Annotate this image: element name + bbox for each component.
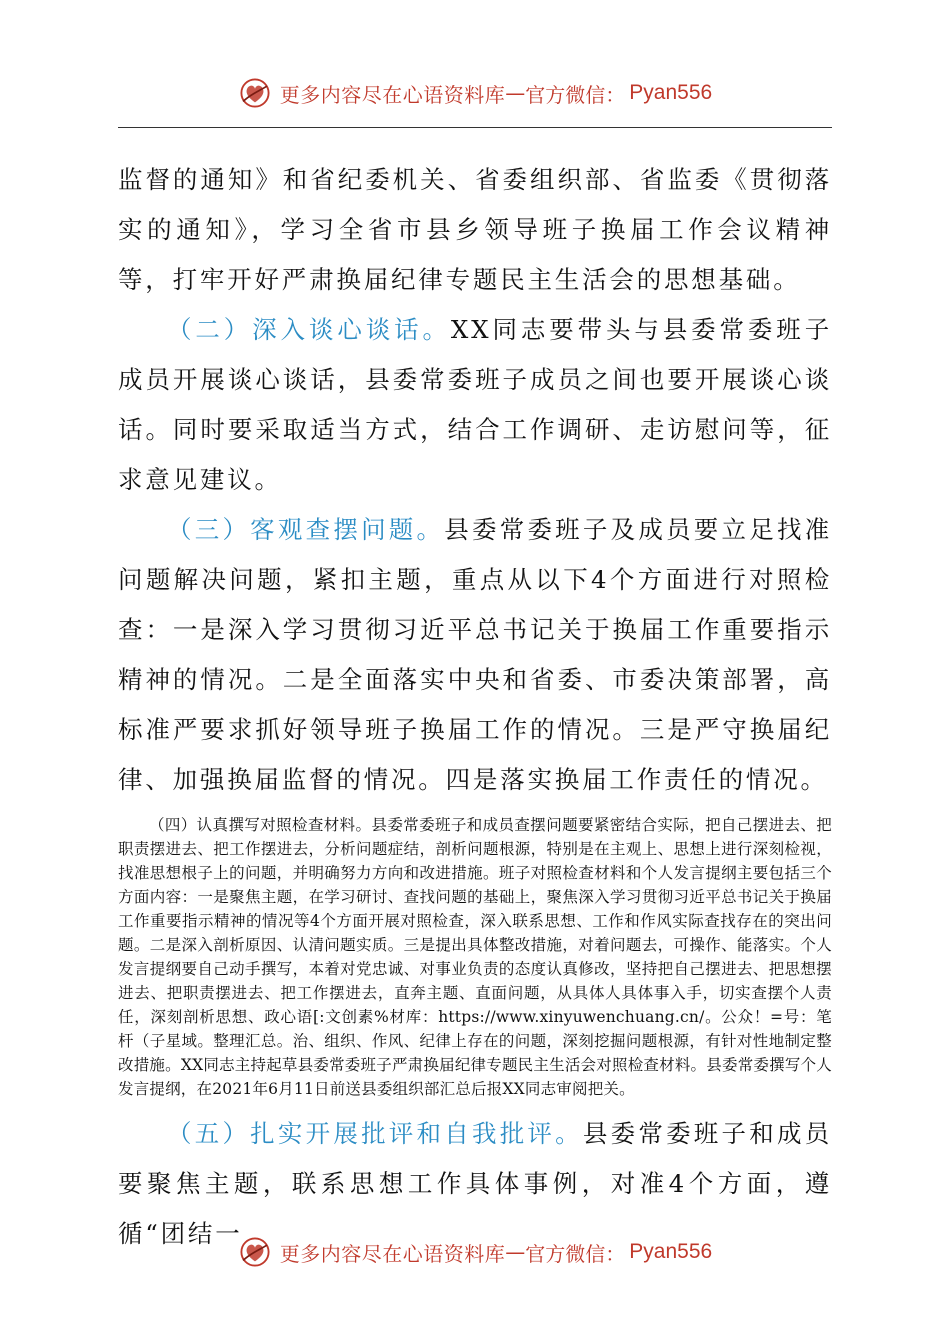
- paragraph-1: 监督的通知》和省纪委机关、省委组织部、省监委《贯彻落实的通知》，学习全省市县乡领导班子换届工作会议精神等，打牢开好严肃换届纪律专题民主生活会的思想基础。: [118, 165, 832, 294]
- banner-dash: —: [505, 1240, 526, 1264]
- header-divider: [118, 127, 832, 128]
- header-banner: [0, 73, 950, 113]
- heart-logo-icon: [238, 1235, 272, 1269]
- banner-wechat-label: 官方微信：: [525, 1241, 626, 1266]
- footer-banner: [0, 1232, 950, 1272]
- paragraph-3-body: 县委常委班子及成员要立足找准问题解决问题，紧扣主题，重点从以下4个方面进行对照检查：一是深入学习贯彻习近平总书记关于换届工作重要指示精神的情况。二是全面落实中央和省委、市委决策部署，高标准严要求抓好领导班子换届工作的情况。三是严守换届纪律、加强换届监督的情况。四是落实换届工作责任的情况。: [118, 515, 833, 794]
- paragraph-2: [118, 305, 832, 505]
- banner-title: 更多内容尽在心语资料库: [279, 1241, 506, 1266]
- paragraph-3-heading: （三）客观查摆问题。: [167, 515, 445, 544]
- paragraph-2-body: XX同志要带头与县委常委班子成员开展谈心谈话，县委常委班子成员之间也要开展谈心谈话。同时要采取适当方式，结合工作调研、走访慰问等，征求意见建议。: [118, 315, 832, 494]
- paragraph-4: （四）认真撰写对照检查材料。县委常委班子和成员查摆问题要紧密结合实际，把自己摆进去、把职责摆进去、把工作摆进去，分析问题症结，剖析问题根源，特别是在主观上、思想上进行深刻检视，找准思想根子上的问题，并明确努力方向和改进措施。班子对照检查材料和个人发言提纲主要包括三个方面内容：一是聚焦主题，在学习研讨、查找问题的基础上，聚焦深入学习贯彻习近平总书记关于换届工作重要指示精神的情况等4个方面开展对照检查，深入联系思想、工作和作风实际查找存在的突出问题。二是深入剖析原因、认清问题实质。三是提出具体整改措施，对着问题去，可操作、能落实。个人发言提纲要自己动手撰写，本着对党忠诚、对事业负责的态度认真修改，坚持把自己摆进去、把思想摆进去、把职责摆进去、把工作摆进去，直奔主题、直面问题，从具体人具体事入手，切实查摆个人责任，深刻剖析思想、政心语[:文创素%材库：https://www.xinyuwenchuang.cn/。公众！=号：笔杆（子星域。整理汇总。治、组织、作风、纪律上存在的问题，深刻挖掘问题根源，有针对性地制定整改措施。XX同志主持起草县委常委班子严肃换届纪律专题民主生活会对照检查材料。县委常委撰写个人发言提纲，在2021年6月11日前送县委组织部汇总后报XX同志审阅把关。: [118, 816, 832, 1098]
- banner-title: 更多内容尽在心语资料库: [279, 82, 506, 107]
- paragraph-3: [118, 505, 832, 805]
- banner-dash: —: [505, 81, 526, 105]
- banner-wechat-id: Pyan556: [629, 81, 713, 104]
- banner-wechat-label: 官方微信：: [525, 82, 626, 107]
- banner-wechat-id: Pyan556: [629, 1240, 713, 1263]
- document-body: [118, 155, 832, 1259]
- heart-logo-icon: [238, 76, 272, 110]
- paragraph-5-heading: （五）扎实开展批评和自我批评。: [167, 1119, 583, 1148]
- paragraph-5-body: 县委常委班子和成员要聚焦主题，联系思想工作具体事例，对准4个方面，遵循“团结一: [118, 1119, 832, 1248]
- paragraph-2-heading: （二）深入谈心谈话。: [167, 315, 451, 344]
